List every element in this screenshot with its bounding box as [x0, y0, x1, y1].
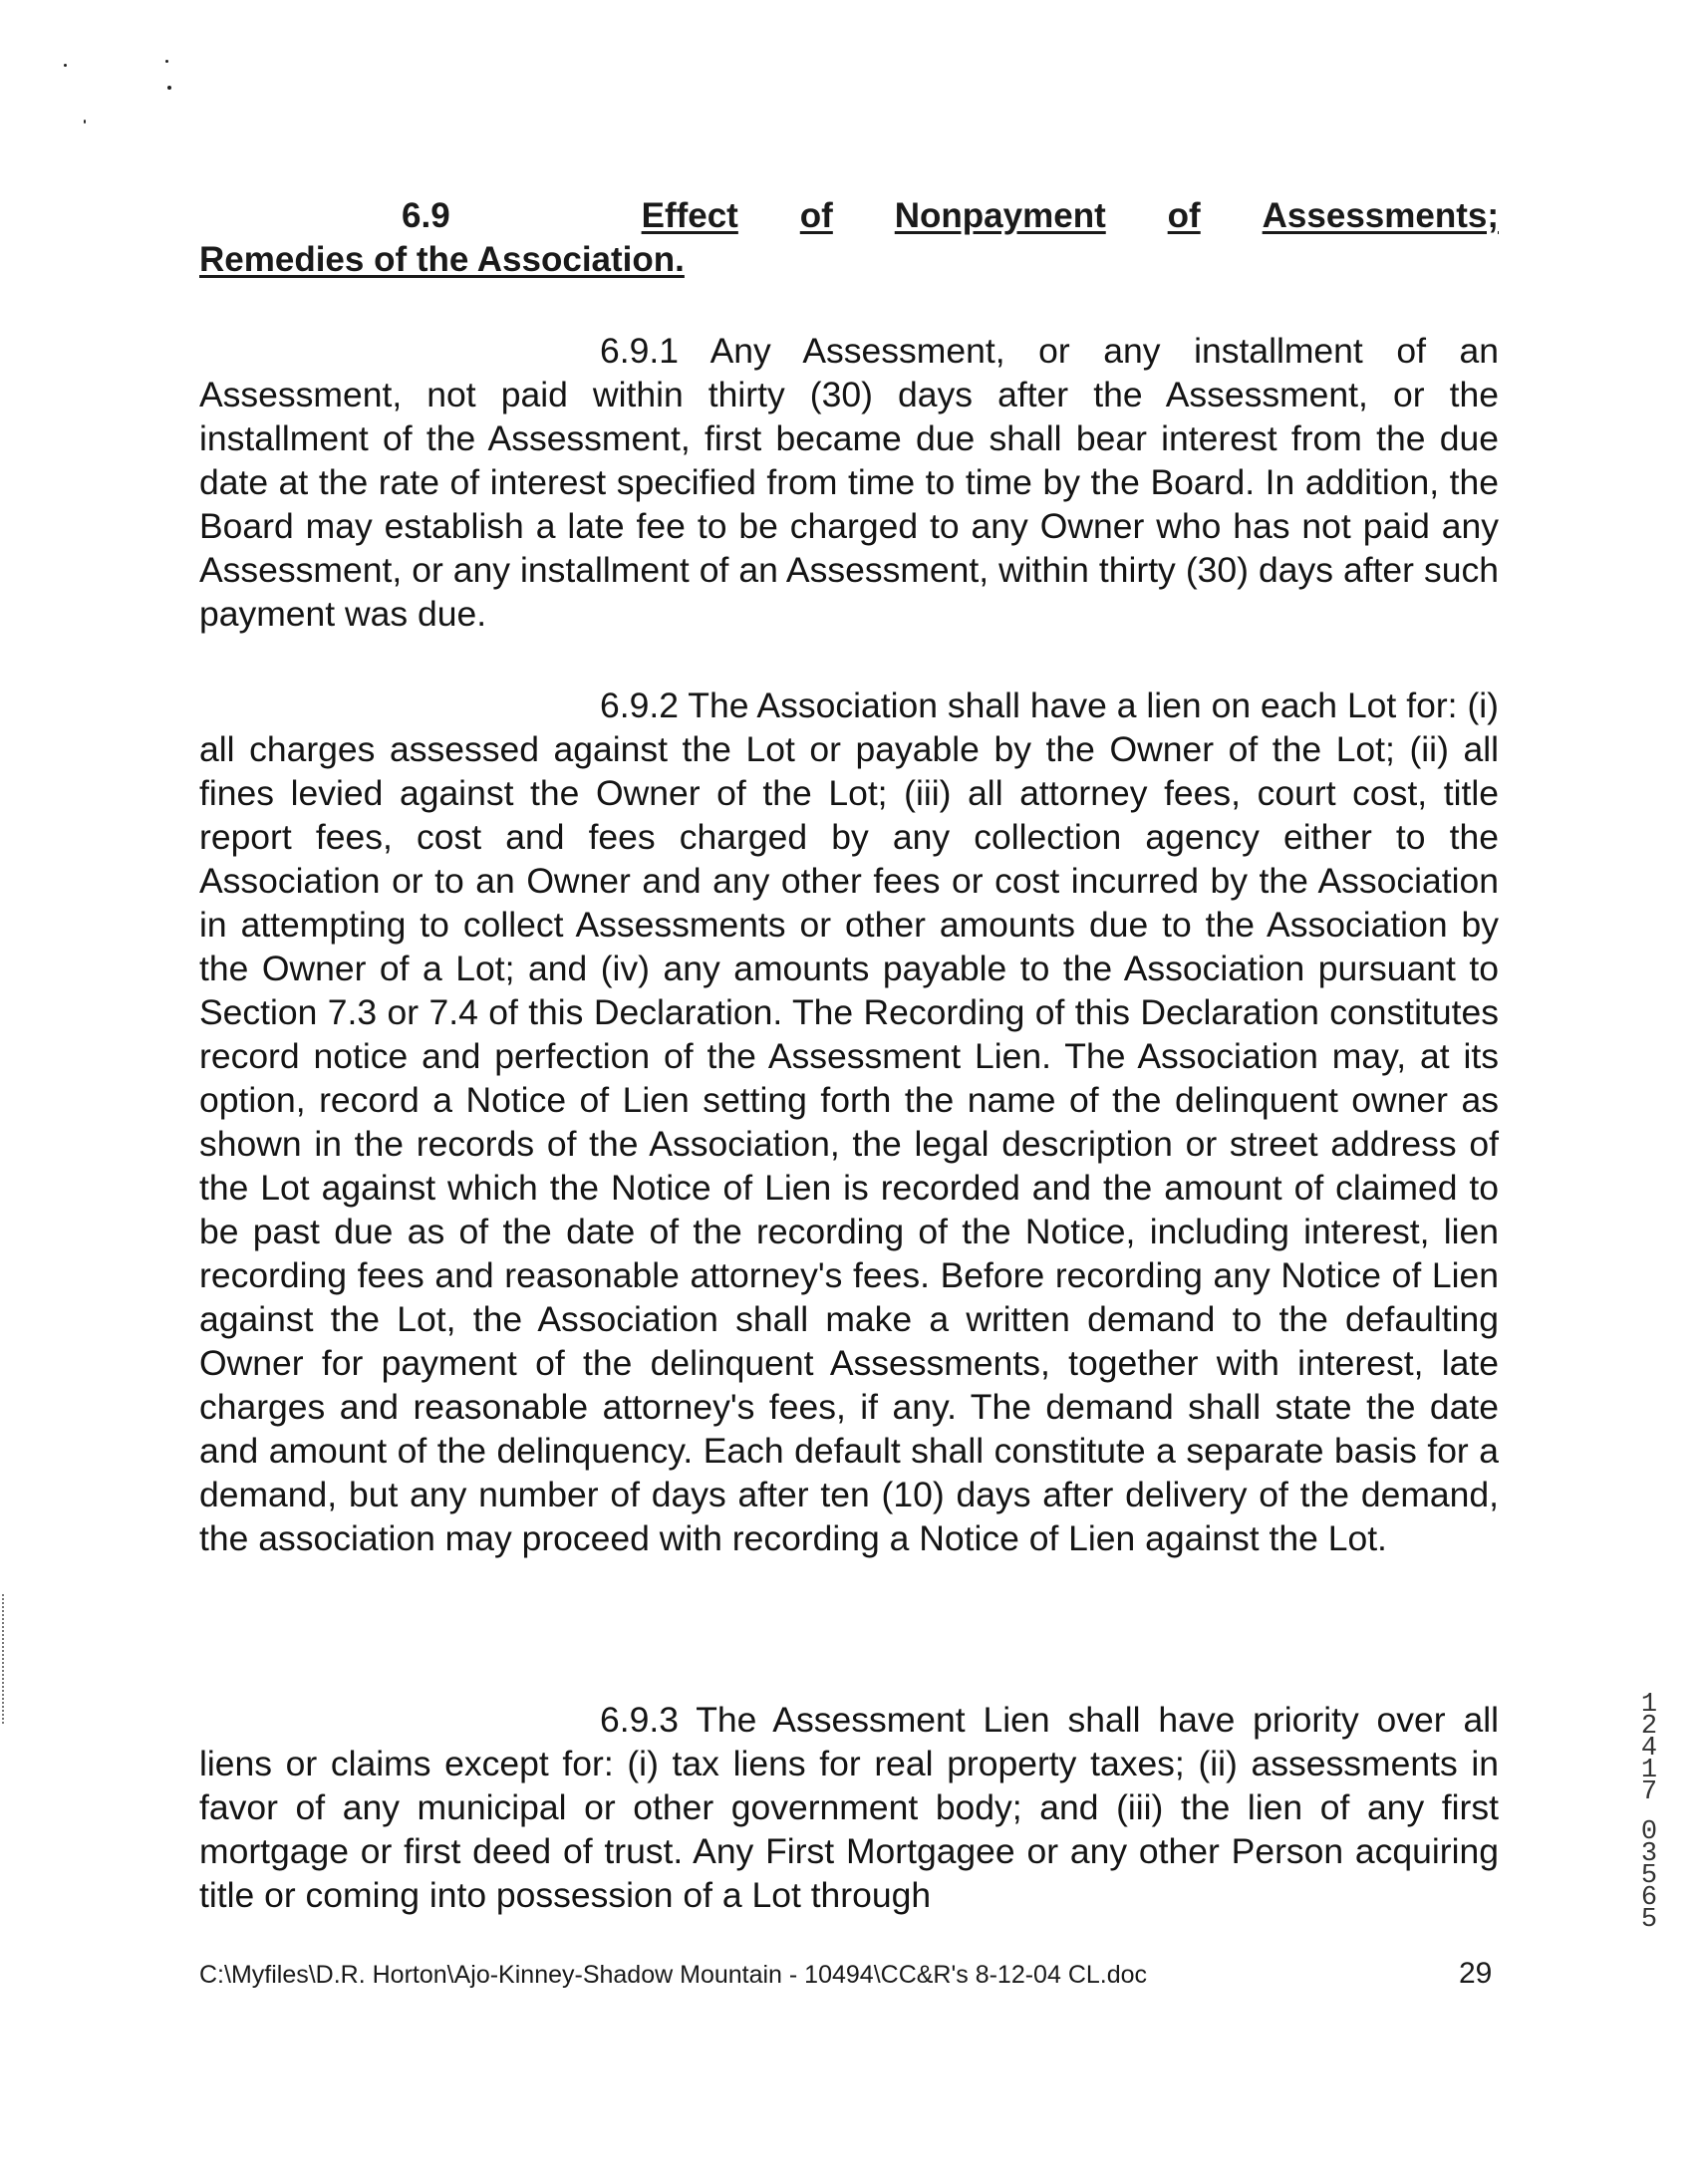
scan-speck [167, 86, 171, 90]
section-title-word: Effect [641, 196, 738, 235]
recording-stamp [1634, 1606, 1664, 1975]
paragraph-label: 6.9.3 [600, 1700, 679, 1740]
paragraph-6-9-1 [199, 329, 1499, 636]
paragraph-6-9-3 [199, 1698, 1499, 1917]
paragraph-6-9-2 [199, 683, 1499, 1560]
paragraph-text: The Association shall have a lien on each Lot for: (i) all charges assessed against the Lot or payable by the Owner of the Lot; (ii) all fines levied against the Owner of the Lot; (iii) all attorney fees, court cost, title report fees, cost and fees charged by any collection agency either to the Association or to an Owner and any other fees or cost incurred by the Association in attempting to collect Assessments or other amounts due to the Association by the Owner of a Lot; and (iv) any amounts payable to the Association pursuant to Section 7.3 or 7.4 of this Declaration. The Recording of this Declaration constitutes record notice and perfection of the Assessment Lien. The Association may, at its option, record a Notice of Lien setting forth the name of the delinquent owner as shown in the records of the Association, the legal description or street address of the Lot against which the Notice of Lien is recorded and the amount of claimed to be past due as of the date of the recording of the Notice, including interest, lien recording fees and reasonable attorney's fees. Before recording any Notice of Lien against the Lot, the Association shall make a written demand to the defaulting Owner for payment of the delinquent Assessments, together with interest, late charges and reasonable attorney's fees, if any. The demand shall state the date and amount of the delinquency. Each default shall constitute a separate basis for a demand, but any number of days after ten (10) days after delivery of the demand, the association may proceed with recording a Notice of Lien against the Lot. [199, 685, 1499, 1558]
scan-speck [64, 64, 67, 67]
paragraph-text: The Assessment Lien shall have priority over all liens or claims except for: (i) tax liens for real property taxes; (ii) assessments in favor of any municipal or other government body; and (iii) the lien of any first mortgage or first deed of trust. Any First Mortgagee or any other Person acquiring title or coming into possession of a Lot through [199, 1700, 1499, 1915]
section-number: 6.9 [402, 196, 450, 235]
section-heading [199, 194, 1499, 282]
recording-stamp-char: 3 [1640, 1839, 1658, 1869]
recording-stamp-char: 5 [1640, 1861, 1658, 1891]
recording-stamp-vertical [1634, 1690, 1664, 1935]
recording-stamp-char: 7 [1640, 1777, 1658, 1807]
recording-stamp-char: 6 [1640, 1883, 1658, 1913]
page-number: 29 [1459, 1957, 1493, 1990]
footer-file-path: C:\Myfiles\D.R. Horton\Ajo-Kinney-Shadow Mountain - 10494\CC&R's 8-12-04 CL.doc [199, 1961, 1148, 1989]
scan-speck [165, 60, 168, 63]
section-title-word: of [1167, 196, 1201, 235]
paragraph-label: 6.9.1 [600, 331, 679, 371]
recording-stamp-char: 0 [1640, 1817, 1658, 1847]
section-heading-line2: Remedies of the Association. [199, 240, 685, 279]
recording-stamp-char: 2 [1640, 1712, 1658, 1742]
paragraph-label: 6.9.2 [600, 685, 679, 725]
section-heading-line1 [199, 194, 1499, 238]
recording-stamp-char: 4 [1640, 1734, 1658, 1764]
recording-stamp-char: 1 [1640, 1690, 1658, 1720]
recording-stamp-char: 5 [1640, 1905, 1658, 1935]
scan-speck [84, 120, 86, 124]
section-title-word: Nonpayment [894, 196, 1106, 235]
section-title-word: of [799, 196, 833, 235]
paragraph-text: Any Assessment, or any installment of an Assessment, not paid within thirty (30) days after the Assessment, or the installment of the Assessment, first became due shall bear interest from the due date at the rate of interest specified from time to time by the Board. In addition, the Board may establish a late fee to be charged to any Owner who has not paid any Assessment, or any installment of an Assessment, within thirty (30) days after such payment was due. [199, 331, 1500, 634]
recording-stamp-char: 1 [1640, 1756, 1658, 1785]
section-title-word: Assessments; [1262, 196, 1499, 235]
scan-edge-marks [2, 1594, 7, 1724]
